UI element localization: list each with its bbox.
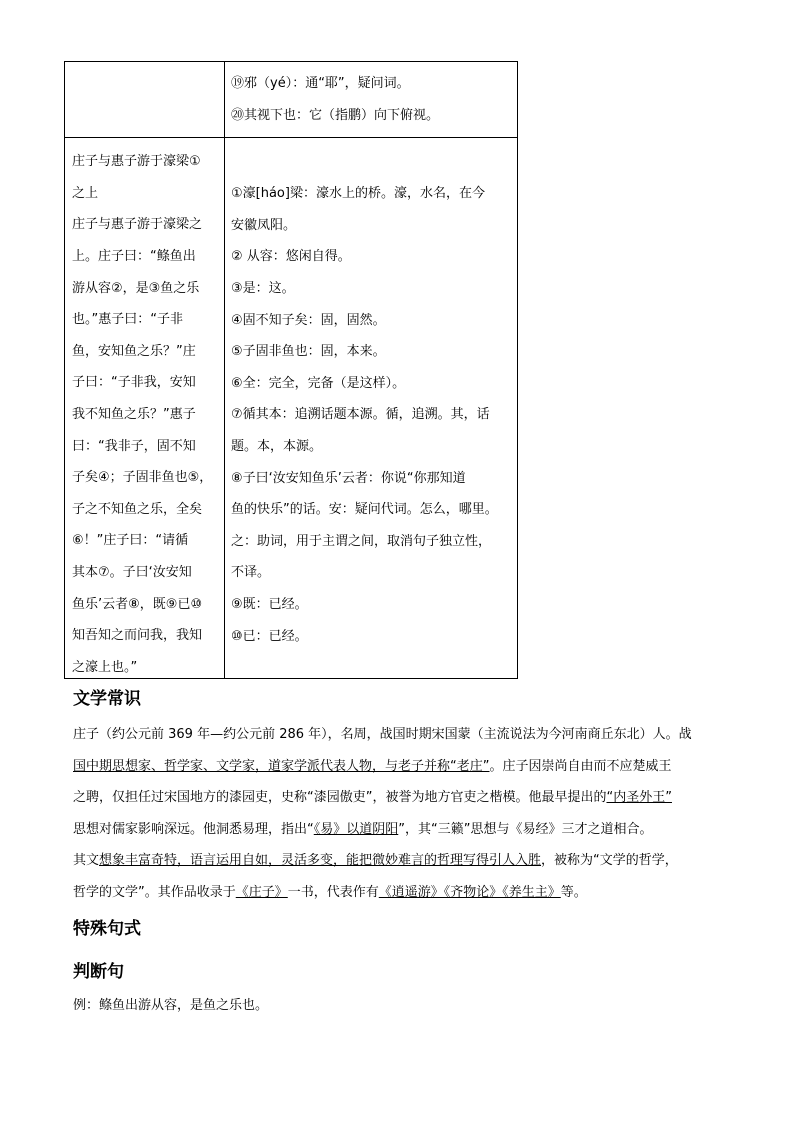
text-line: 之上 — [72, 185, 99, 201]
table-row — [65, 62, 518, 138]
text-line: 我不知鱼之乐？”惠子 — [72, 406, 196, 422]
note-line: ⑦循其本：追溯话题本源。循，追溯。其，话 — [231, 407, 490, 423]
text: 一书，代表作有 — [287, 884, 379, 900]
text: 其文 — [73, 853, 100, 868]
subheading-judgment: 判断句 — [73, 962, 124, 982]
note-line: 不译。 — [231, 565, 271, 581]
note-line: ④固不知子矣：固，固然。 — [231, 312, 386, 328]
underlined-text: 《易》以道阴阳 — [313, 821, 399, 837]
note-line: ①濠[háo]梁：濠水上的桥。濠，水名，在今 — [231, 186, 485, 202]
text: ”，其“三籁”思想与《易经》三才之道相合。 — [398, 821, 653, 837]
note-line: ② 从容：悠闲自得。 — [231, 249, 351, 265]
text-line: 知吾知之而问我，我知 — [72, 628, 203, 644]
note-line: 题。本，本源。 — [231, 438, 323, 454]
underlined-text: “内圣外王” — [606, 790, 672, 805]
paragraph-line — [73, 814, 721, 846]
paragraph-line — [73, 877, 721, 909]
text-line: 也。”惠子曰：“子非 — [72, 312, 183, 328]
text-line: 庄子与惠子游于濠梁之 — [72, 217, 203, 233]
literature-paragraph — [73, 719, 721, 908]
section-heading-special: 特殊句式 — [73, 919, 141, 939]
notes-table — [64, 61, 518, 679]
text-line: 子矣④；子固非鱼也⑤， — [72, 470, 213, 486]
table-cell-text — [65, 138, 225, 679]
text-line: 子之不知鱼之乐，全矣 — [72, 501, 203, 517]
text-line: 曰：“我非子，固不知 — [72, 438, 196, 454]
text-line: 子曰：“子非我，安知 — [72, 375, 196, 391]
table-cell-notes — [225, 62, 518, 138]
note-line: ⑨既：已经。 — [231, 596, 308, 612]
underlined-text: 《逍遥游》《齐物论》《养生主》 — [378, 884, 561, 900]
note-line: ⑧子曰‘汝安知鱼乐’云者：你说“你那知道 — [231, 470, 466, 486]
underlined-text: 国中期思想家、哲学家、文学家，道家学派代表人物，与老子并称“老庄” — [73, 758, 490, 774]
note-line: ⑤子固非鱼也：固，本来。 — [231, 344, 386, 360]
paragraph-line: 例：鲦鱼出游从容，是鱼之乐也。 — [73, 998, 269, 1013]
paragraph-line: 庄子（约公元前 369 年—约公元前 286 年），名周，战国时期宋国蒙（主流说法为今河南商丘东北）人。战 — [73, 727, 692, 742]
table-cell-notes — [225, 138, 518, 679]
text-line: 游从容②，是③鱼之乐 — [72, 280, 200, 296]
text-line: 庄子与惠子游于濠梁① — [72, 154, 201, 170]
paragraph-line — [73, 751, 721, 783]
text: 哲学的文学”。其作品收录于 — [73, 884, 236, 900]
paragraph-line — [73, 782, 721, 814]
text: 思想对儒家影响深远。他洞悉易理，指出“ — [73, 821, 314, 837]
text-line: 鱼乐’云者⑧，既⑨已⑩ — [72, 596, 203, 612]
example-sentence — [73, 990, 721, 1022]
paragraph-line — [73, 845, 721, 877]
text-line: 上。庄子曰：“鲦鱼出 — [72, 248, 196, 264]
note-line: 鱼的快乐”的话。安：疑问代词。怎么，哪里。 — [231, 502, 498, 518]
table-row — [65, 138, 518, 679]
note-line: ⑩已：已经。 — [231, 628, 308, 644]
section-heading-literature: 文学常识 — [73, 689, 141, 709]
text: 等。 — [560, 884, 587, 900]
underlined-text: 《庄子》 — [235, 884, 288, 900]
underlined-text: 想象丰富奇特，语言运用自如，灵活多变，能把微妙难言的哲理写得引人入胜 — [99, 853, 542, 868]
text-line: 之濠上也。” — [72, 659, 138, 675]
table-cell-empty — [65, 62, 225, 138]
text-line: ⑥！”庄子曰：“请循 — [72, 533, 189, 549]
note-line: ⑥全：完全，完备（是这样）。 — [231, 375, 406, 391]
note-line: ⑳其视下也：它（指鹏）向下俯视。 — [231, 107, 440, 123]
text-line: 鱼，安知鱼之乐？”庄 — [72, 343, 196, 359]
text: 。庄子因崇尚自由而不应楚威王 — [489, 758, 672, 774]
text-line: 其本⑦。子曰‘汝安知 — [72, 564, 192, 580]
note-line: ③是：这。 — [231, 280, 295, 296]
note-line: 之：助词，用于主谓之间，取消句子独立性， — [231, 533, 492, 549]
note-line: 安徽凤阳。 — [231, 217, 297, 233]
text: 之聘，仅担任过宋国地方的漆园吏，史称“漆园傲吏”，被誉为地方官吏之楷模。他最早提出的 — [73, 790, 607, 805]
note-line: ⑲邪（yé）：通“耶”，疑问词。 — [231, 76, 410, 91]
text: ，被称为“文学的哲学， — [541, 853, 678, 868]
